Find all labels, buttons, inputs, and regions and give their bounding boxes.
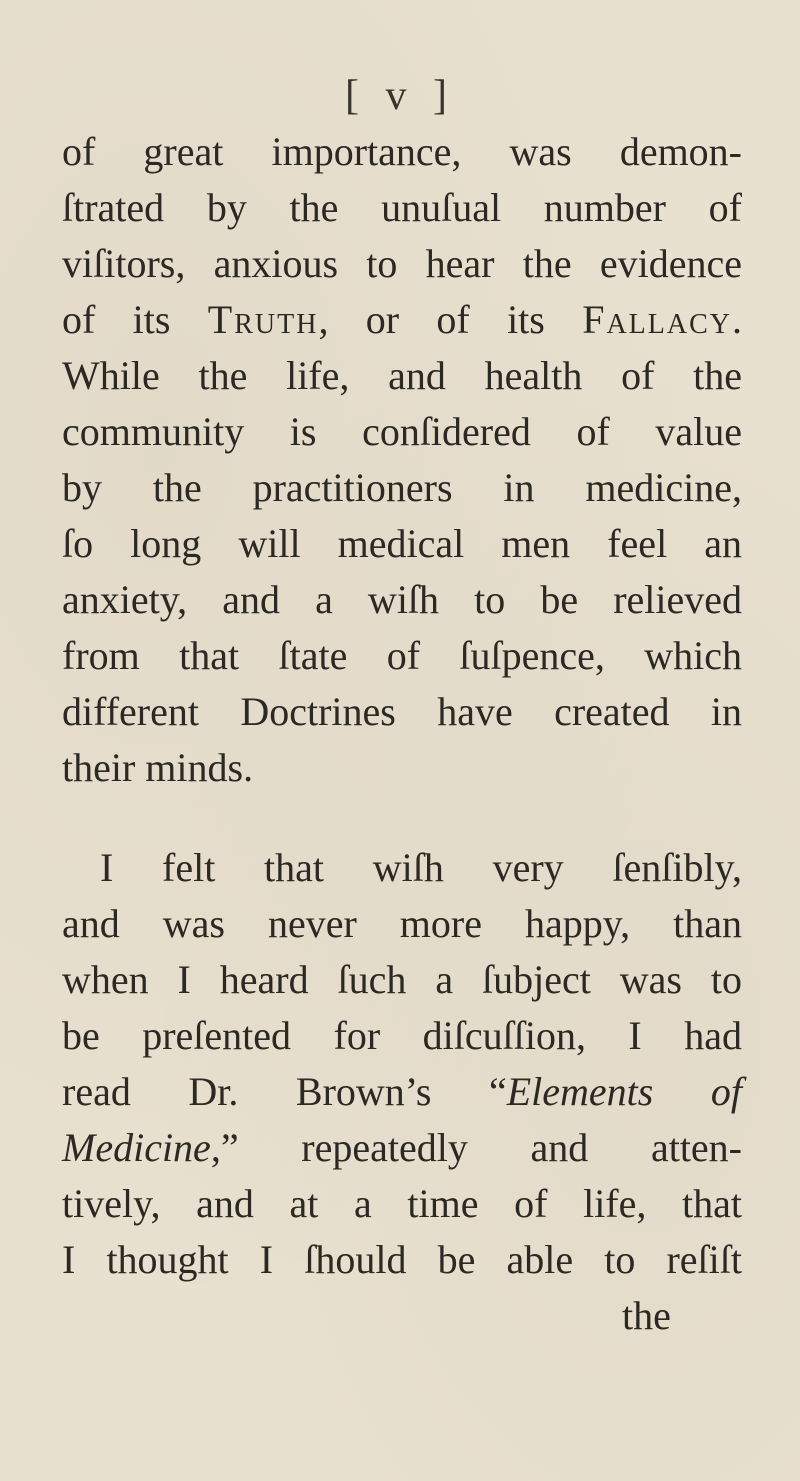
text-line: ſtrated by the unuſual number of <box>62 185 742 230</box>
text-line: While the life, and health of the <box>62 353 742 398</box>
text-span: , or of its <box>318 297 583 342</box>
text-line: I felt that wiſh very ſenſibly, <box>100 845 742 890</box>
catchword: the <box>622 1293 671 1338</box>
text-span: of its <box>62 297 208 342</box>
text-line: from that ſtate of ſuſpence, which <box>62 633 742 678</box>
text-line: ſo long will medical men feel an <box>62 521 742 566</box>
text-line: of great importance, was demon- <box>62 129 742 174</box>
text-line: by the practitioners in medicine, <box>62 465 742 510</box>
text-line: community is conſidered of value <box>62 409 742 454</box>
text-span: read Dr. Brown’s “ <box>62 1069 507 1114</box>
small-caps-word: Truth <box>207 297 319 342</box>
text-line: I thought I ſhould be able to reſiſt <box>62 1237 742 1282</box>
text-line: different Doctrines have created in <box>62 689 742 734</box>
italic-title: Elements of <box>506 1069 742 1114</box>
text-line <box>62 292 742 348</box>
text-line: and was never more happy, than <box>62 901 742 946</box>
text-line: viſitors, anxious to hear the evidence <box>62 241 742 286</box>
text-line: anxiety, and a wiſh to be relieved <box>62 577 742 622</box>
text-span: ,” repeatedly and atten- <box>210 1125 742 1170</box>
text-line: their minds. <box>62 745 254 790</box>
text-line <box>62 1120 742 1176</box>
small-caps-word: Fallacy <box>582 297 732 342</box>
italic-title: Medicine <box>62 1125 211 1170</box>
text-line: when I heard ſuch a ſubject was to <box>62 957 742 1002</box>
text-line <box>62 1064 742 1120</box>
page-number-header: [ v ] <box>345 73 455 119</box>
text-line: be preſented for diſcuſſion, I had <box>62 1013 742 1058</box>
text-span: . <box>732 297 742 342</box>
text-line: tively, and at a time of life, that <box>62 1181 742 1226</box>
